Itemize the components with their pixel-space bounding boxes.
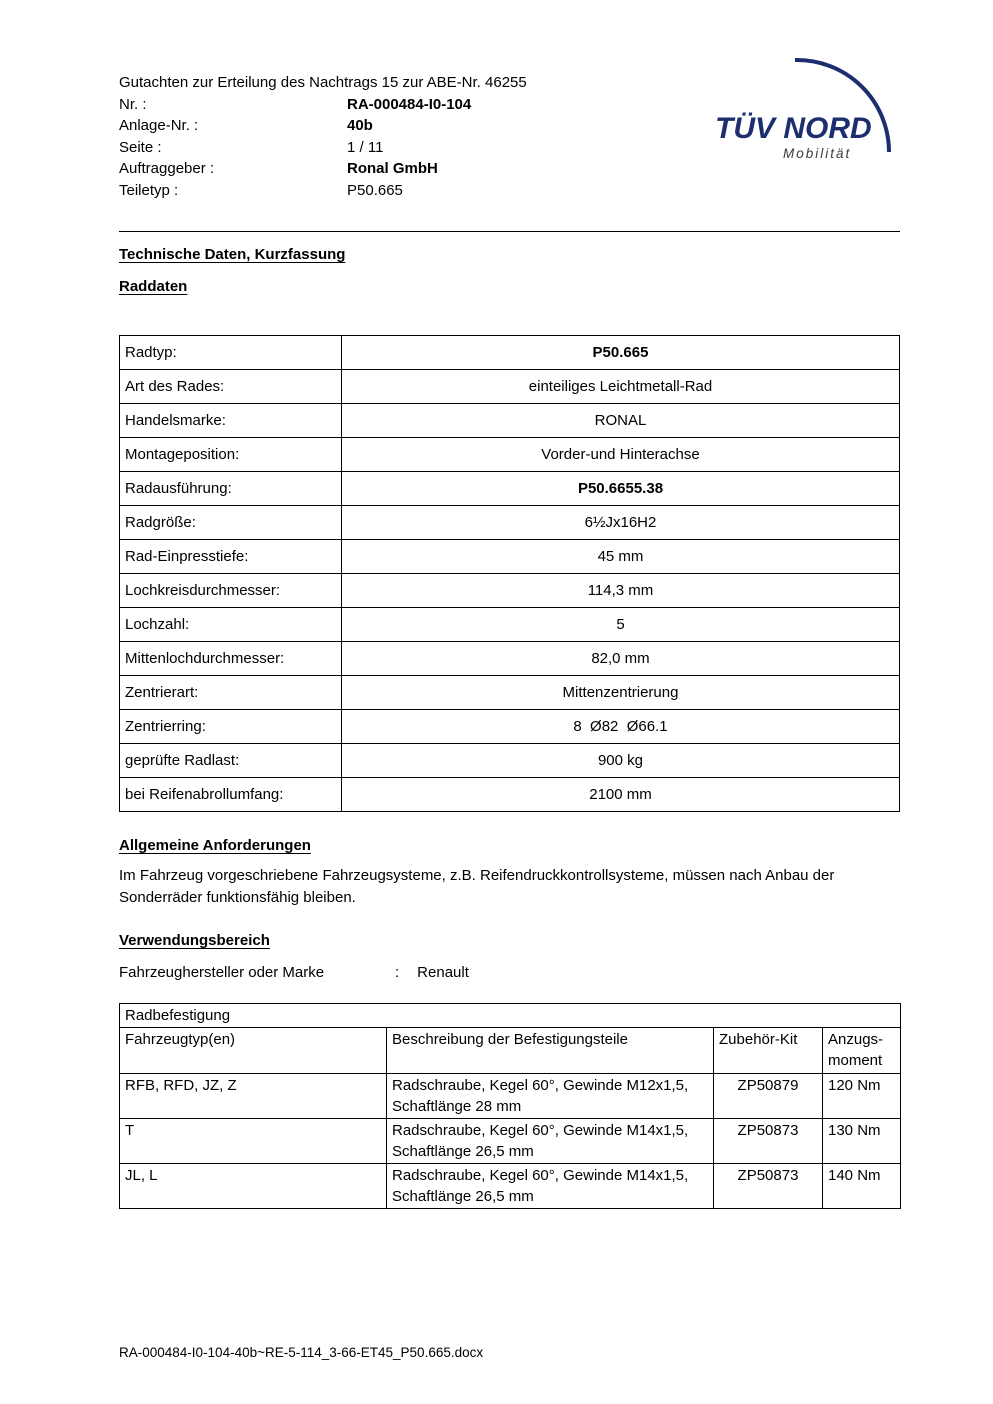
cell-anzugsmoment: 130 Nm	[823, 1119, 901, 1164]
table-row	[120, 336, 900, 370]
column-header-beschreibung: Beschreibung der Befestigungsteile	[387, 1028, 714, 1074]
raddaten-label: Radgröße:	[120, 506, 342, 540]
table-header-row	[120, 1028, 901, 1074]
raddaten-value: 6½Jx16H2	[342, 506, 900, 540]
raddaten-label: bei Reifenabrollumfang:	[120, 778, 342, 812]
field-value-nr: RA-000484-I0-104	[347, 95, 472, 113]
field-value-seite: 1 / 11	[347, 138, 384, 156]
field-value-auftraggeber: Ronal GmbH	[347, 160, 438, 177]
raddaten-label: Zentrierart:	[120, 676, 342, 710]
table-row	[120, 642, 900, 676]
field-label-teiletyp: Teiletyp :	[119, 181, 179, 199]
radbefestigung-title: Radbefestigung	[120, 1004, 901, 1028]
cell-anzugsmoment: 120 Nm	[823, 1074, 901, 1119]
hersteller-colon: :	[395, 964, 400, 981]
raddaten-value: 2100 mm	[342, 778, 900, 812]
raddaten-label: Radtyp:	[120, 336, 342, 370]
table-row	[120, 1119, 901, 1164]
raddaten-label: Radausführung:	[120, 472, 342, 506]
section-heading-allgemeine-anforderungen: Allgemeine Anforderungen	[119, 837, 311, 854]
allgemeine-anforderungen-text: Im Fahrzeug vorgeschriebene Fahrzeugsysteme, z.B. Reifendruckkontrollsysteme, müssen nach Anbau der Sonderräder funktionsfähig bleiben.	[119, 867, 835, 906]
field-row-teiletyp	[119, 180, 527, 202]
table-row	[120, 778, 900, 812]
radbefestigung-table	[119, 1003, 901, 1209]
section-heading-raddaten: Raddaten	[119, 278, 188, 295]
raddaten-label: Mittenlochdurchmesser:	[120, 642, 342, 676]
field-row-auftraggeber	[119, 158, 527, 180]
field-row-nr	[119, 94, 527, 116]
column-header-zubehoer-kit: Zubehör-Kit	[714, 1028, 823, 1074]
cell-anzugsmoment: 140 Nm	[823, 1164, 901, 1209]
table-row	[120, 404, 900, 438]
raddaten-value: 45 mm	[342, 540, 900, 574]
header-divider	[119, 231, 900, 232]
tuv-nord-logo	[715, 56, 900, 201]
cell-zubehoer-kit: ZP50873	[714, 1119, 823, 1164]
raddaten-value: Mittenzentrierung	[342, 676, 900, 710]
logo-tagline-text: Mobilität	[783, 146, 852, 161]
raddaten-value: RONAL	[342, 404, 900, 438]
raddaten-label: Lochkreisdurchmesser:	[120, 574, 342, 608]
raddaten-value: P50.665	[342, 336, 900, 370]
raddaten-table	[119, 335, 900, 812]
table-row	[120, 744, 900, 778]
raddaten-value: Vorder-und Hinterachse	[342, 438, 900, 472]
raddaten-value: 8 Ø82 Ø66.1	[342, 710, 900, 744]
raddaten-label: geprüfte Radlast:	[120, 744, 342, 778]
field-value-teiletyp: P50.665	[347, 181, 403, 199]
footer-filename: RA-000484-I0-104-40b~RE-5-114_3-66-ET45_P50.665.docx	[119, 1345, 484, 1360]
section-heading-technische-daten: Technische Daten, Kurzfassung	[119, 246, 346, 263]
document-title: Gutachten zur Erteilung des Nachtrags 15 zur ABE-Nr. 46255	[119, 74, 527, 91]
cell-fahrzeugtyp: JL, L	[120, 1164, 387, 1209]
raddaten-value: P50.6655.38	[342, 472, 900, 506]
table-row	[120, 370, 900, 404]
raddaten-label: Lochzahl:	[120, 608, 342, 642]
field-label-anlage-nr: Anlage-Nr. :	[119, 117, 199, 134]
raddaten-label: Art des Rades:	[120, 370, 342, 404]
raddaten-label: Zentrierring:	[120, 710, 342, 744]
raddaten-value: 900 kg	[342, 744, 900, 778]
section-heading-verwendungsbereich: Verwendungsbereich	[119, 932, 270, 949]
logo-brand-text: TÜV NORD	[715, 112, 872, 145]
cell-zubehoer-kit: ZP50873	[714, 1164, 823, 1209]
table-row	[120, 710, 900, 744]
document-header	[119, 0, 900, 201]
table-row	[120, 506, 900, 540]
table-row	[120, 1164, 901, 1209]
hersteller-label: Fahrzeughersteller oder Marke	[119, 964, 325, 981]
cell-fahrzeugtyp: T	[120, 1119, 387, 1164]
cell-fahrzeugtyp: RFB, RFD, JZ, Z	[120, 1074, 387, 1119]
raddaten-value: einteiliges Leichtmetall-Rad	[342, 370, 900, 404]
column-header-fahrzeugtyp: Fahrzeugtyp(en)	[120, 1028, 387, 1074]
raddaten-label: Rad-Einpresstiefe:	[120, 540, 342, 574]
field-row-anlage-nr	[119, 115, 527, 137]
table-row	[120, 574, 900, 608]
raddaten-value: 114,3 mm	[342, 574, 900, 608]
table-row	[120, 472, 900, 506]
cell-beschreibung: Radschraube, Kegel 60°, Gewinde M12x1,5, Schaftlänge 28 mm	[387, 1074, 714, 1119]
table-row	[120, 438, 900, 472]
hersteller-line	[119, 962, 900, 983]
table-row	[120, 608, 900, 642]
table-title-row	[120, 1004, 901, 1028]
field-label-seite: Seite :	[119, 138, 162, 156]
table-row	[120, 1074, 901, 1119]
hersteller-value: Renault	[417, 964, 469, 981]
cell-beschreibung: Radschraube, Kegel 60°, Gewinde M14x1,5, Schaftlänge 26,5 mm	[387, 1119, 714, 1164]
raddaten-label: Handelsmarke:	[120, 404, 342, 438]
table-row	[120, 676, 900, 710]
tuv-nord-logo-graphic	[715, 56, 900, 168]
field-value-anlage-nr: 40b	[347, 117, 373, 134]
field-label-nr: Nr. :	[119, 95, 147, 113]
table-row	[120, 540, 900, 574]
column-header-anzugsmoment: Anzugs-moment	[823, 1028, 901, 1074]
field-row-seite	[119, 137, 527, 159]
raddaten-value: 5	[342, 608, 900, 642]
field-label-auftraggeber: Auftraggeber :	[119, 160, 215, 177]
raddaten-value: 82,0 mm	[342, 642, 900, 676]
cell-zubehoer-kit: ZP50879	[714, 1074, 823, 1119]
header-fields	[119, 72, 527, 201]
raddaten-label: Montageposition:	[120, 438, 342, 472]
cell-beschreibung: Radschraube, Kegel 60°, Gewinde M14x1,5, Schaftlänge 26,5 mm	[387, 1164, 714, 1209]
